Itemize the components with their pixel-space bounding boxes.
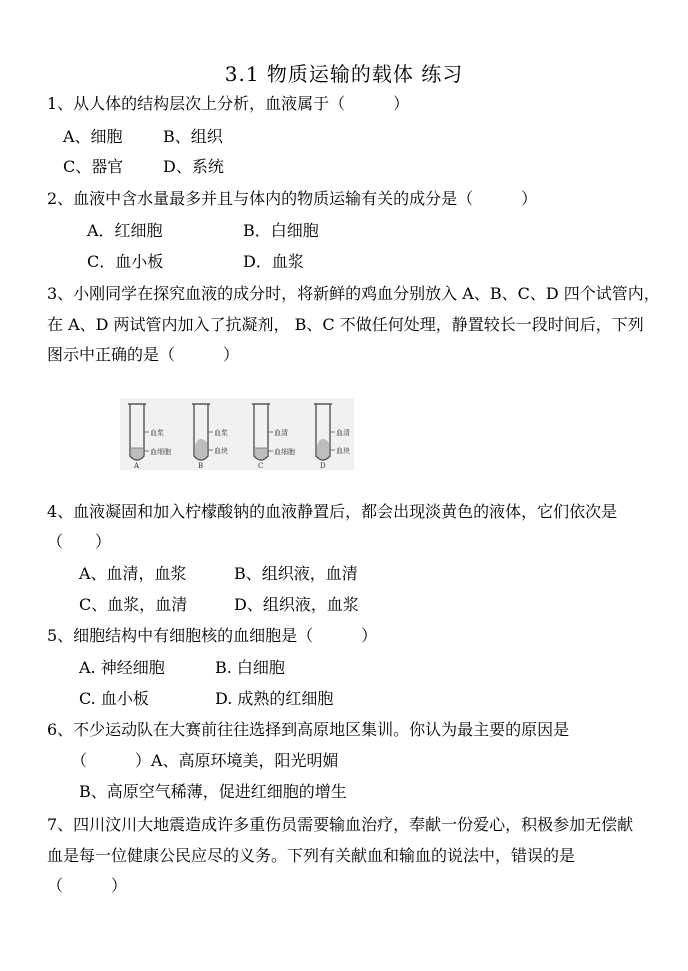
tube-a-bottom-label: 血细胞 — [150, 448, 171, 456]
tube-c-letter: C — [258, 462, 264, 470]
question-4-stem-line-1: 4、血液凝固和加入柠檬酸钠的血液静置后，都会出现淡黄色的液体，它们依次是 — [47, 502, 618, 521]
question-5-option-d: D. 成熟的红细胞 — [215, 689, 334, 708]
question-7-stem-line-3: （ ） — [47, 876, 128, 895]
tube-b-top-label: 血浆 — [214, 429, 228, 437]
tube-b-bottom-label: 血块 — [214, 447, 228, 455]
question-7-stem-line-1: 7、四川汶川大地震造成许多重伤员需要输血治疗，奉献一份爱心，积极参加无偿献 — [47, 815, 634, 834]
question-6-stem-line-2: （ ）A、高原环境美，阳光明媚 — [71, 751, 339, 770]
tube-c-bottom-label: 血细胞 — [274, 448, 295, 456]
page-title: 3.1 物质运输的载体 练习 — [224, 62, 464, 86]
question-3-stem-line-1: 3、小刚同学在探究血液的成分时，将新鲜的鸡血分别放入 A、B、C、D 四个试管内， — [47, 284, 660, 303]
tube-c-top-label: 血清 — [274, 429, 288, 437]
tube-d-top-label: 血清 — [336, 429, 350, 437]
tube-d-bottom-label: 血块 — [336, 447, 350, 455]
question-4-option-c: C、血浆，血清 — [79, 595, 188, 614]
tube-a-letter: A — [134, 462, 140, 470]
question-2-option-c: C．血小板 — [87, 252, 164, 271]
tube-a-top-label: 血浆 — [150, 429, 164, 437]
question-5-option-c: C. 血小板 — [79, 689, 149, 708]
question-1-option-a: A、细胞 — [63, 127, 123, 146]
question-3-stem-line-3: 图示中正确的是（ ） — [47, 345, 240, 364]
question-3-stem-line-2: 在 A、D 两试管内加入了抗凝剂， B、C 不做任何处理，静置较长一段时间后，下列 — [47, 315, 644, 334]
question-7-stem-line-2: 血是每一位健康公民应尽的义务。下列有关献血和输血的说法中，错误的是 — [47, 846, 576, 865]
question-1-option-d: D、系统 — [163, 157, 224, 176]
question-6-stem-line-1: 6、不少运动队在大赛前往往选择到高原地区集训。你认为最主要的原因是 — [47, 720, 570, 739]
question-4-stem-line-2: （ ） — [47, 532, 112, 551]
question-2-option-b: B．白细胞 — [243, 221, 319, 240]
question-4-option-b: B、组织液，血清 — [234, 564, 358, 583]
question-2-option-a: A．红细胞 — [87, 221, 163, 240]
question-5-option-a: A. 神经细胞 — [79, 658, 165, 677]
question-1-option-c: C、器官 — [63, 157, 124, 176]
test-tubes-figure — [120, 398, 354, 470]
question-1-stem: 1、从人体的结构层次上分析，血液属于（ ） — [47, 94, 410, 113]
tube-b-letter: B — [198, 462, 204, 470]
question-5-stem: 5、细胞结构中有细胞核的血细胞是（ ） — [47, 626, 378, 645]
question-5-option-b: B. 白细胞 — [215, 658, 285, 677]
tube-d-letter: D — [320, 462, 326, 470]
question-2-option-d: D．血浆 — [243, 252, 304, 271]
question-2-stem: 2、血液中含水量最多并且与体内的物质运输有关的成分是（ ） — [47, 189, 538, 208]
question-1-option-b: B、组织 — [163, 127, 223, 146]
question-4-option-a: A、血清，血浆 — [79, 564, 187, 583]
question-6-stem-line-3: B、高原空气稀薄，促进红细胞的增生 — [79, 782, 347, 801]
question-4-option-d: D、组织液，血浆 — [234, 595, 359, 614]
